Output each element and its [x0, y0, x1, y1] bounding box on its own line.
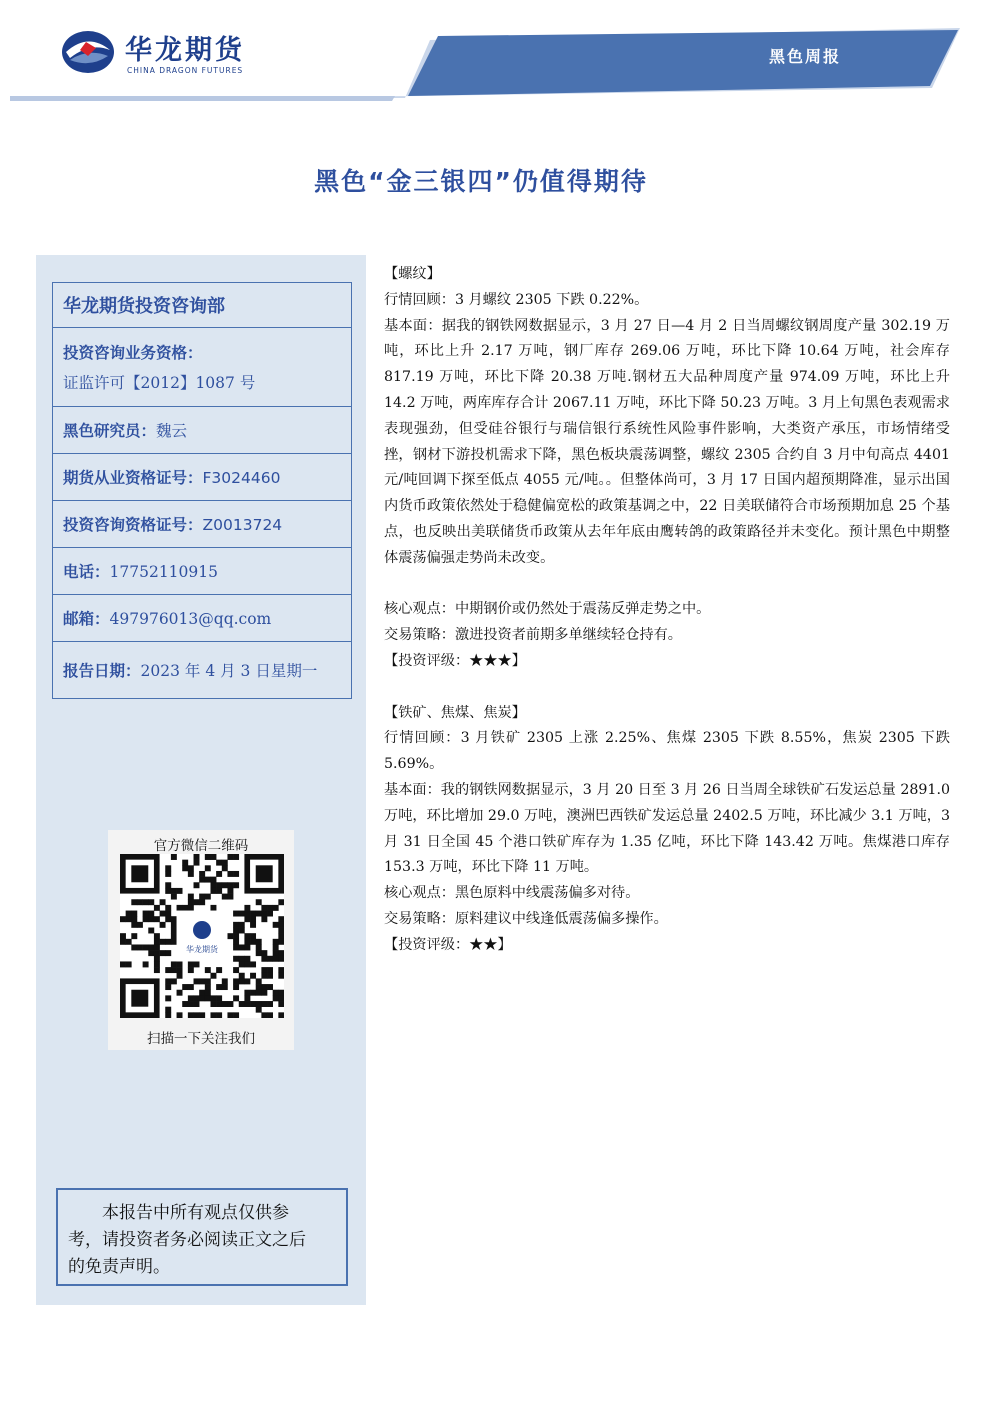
disclaimer-line: 的免责声明。 — [68, 1257, 170, 1277]
futures-cert-value: F3024460 — [202, 469, 281, 487]
logo-chinese-name: 华龙期货 — [125, 35, 245, 66]
researcher-row — [53, 407, 351, 454]
qualification-value: 证监许可【2012】1087 号 — [63, 374, 256, 392]
report-type-tag: 黑色周报 — [768, 47, 841, 66]
advisory-cert-label: 投资咨询资格证号： — [63, 516, 203, 534]
wechat-qr-code[interactable] — [120, 854, 284, 1018]
advisory-cert-row — [53, 501, 351, 548]
disclaimer-box — [56, 1188, 348, 1286]
ore-core-view: 核心观点：黑色原料中线震荡偏多对待。 — [384, 885, 640, 902]
ore-review: 行情回顾：3 月铁矿 2305 上涨 2.25%、焦煤 2305 下跌 8.55%，焦炭 2305 下跌 5.69%。 — [384, 730, 950, 773]
report-title: 黑色“金三银四”仍值得期待 — [314, 167, 648, 196]
qr-caption-bottom: 扫描一下关注我们 — [147, 1031, 255, 1047]
ore-rating: 【投资评级：★★】 — [384, 936, 512, 953]
advisory-cert-value: Z0013724 — [202, 516, 283, 534]
report-date-label: 报告日期： — [63, 662, 141, 680]
rebar-core-view: 核心观点：中期钢价或仍然处于震荡反弹走势之中。 — [384, 601, 711, 618]
disclaimer-line: 本报告中所有观点仅供参 — [102, 1203, 289, 1223]
email-label: 邮箱： — [63, 610, 110, 628]
email-row — [53, 595, 351, 642]
logo-english-name: CHINA DRAGON FUTURES — [127, 66, 244, 75]
researcher-value: 魏云 — [156, 422, 188, 440]
report-date-row — [53, 642, 351, 698]
rebar-fundamentals: 基本面：据我的钢铁网数据显示，3 月 27 日—4 月 2 日当周螺纹钢周度产量 302.19 万吨，环比上升 2.17 万吨，钢厂库存 269.06 万吨，环比下降 10.64 万吨，社会库存 817.19 万吨，环比下降 20.38 万吨.钢材五大品种周度产量 974.09 万吨，环比上升 14.2 万吨，两库库存合计 2067.11 万吨，环比下降 50.23 万吨。3 月上旬黑色表观需求表现强劲，但受硅谷银行与瑞信银行系统性风险事件影响，大类资产承压，市场情绪受挫，钢材下游投机需求下降，黑色板块震荡调整，螺纹 2305 合约自 3 月中旬高点 4401 元/吨回调下探至低点 4055 元/吨。。但整体尚可，3 月 17 日国内超预期降准，显示出国内货币政策依然处于稳健偏宽松的政策基调之中，22 日美联储符合市场预期加息 25 个基点，也反映出美联储货币政策从去年年底由鹰转鸽的政策路径并未变化。预计黑色中期整体震荡偏强走势尚未改变。 — [384, 317, 950, 566]
rebar-review: 行情回顾：3 月螺纹 2305 下跌 0.22%。 — [384, 291, 649, 308]
rebar-strategy: 交易策略：激进投资者前期多单继续轻仓持有。 — [384, 627, 682, 644]
qualification-label: 投资咨询业务资格： — [63, 344, 203, 362]
company-logo-icon — [60, 28, 116, 76]
email-value: 497976013@qq.com — [109, 610, 272, 628]
rebar-heading: 【螺纹】 — [384, 266, 441, 282]
ore-heading: 【铁矿、焦煤、焦炭】 — [384, 704, 526, 721]
qualification-row — [53, 328, 351, 407]
futures-cert-label: 期货从业资格证号： — [63, 469, 203, 487]
phone-row — [53, 548, 351, 595]
qr-caption-top: 官方微信二维码 — [153, 838, 249, 854]
researcher-label: 黑色研究员： — [63, 422, 157, 440]
report-body — [384, 262, 950, 959]
qr-center-label: 华龙期货 — [186, 945, 218, 954]
futures-cert-row — [53, 454, 351, 501]
disclaimer-line: 考，请投资者务必阅读正文之后 — [68, 1230, 306, 1250]
analyst-info-box — [52, 282, 352, 699]
phone-label: 电话： — [63, 563, 110, 581]
department-name: 华龙期货投资咨询部 — [53, 283, 351, 328]
ore-fundamentals: 基本面：我的钢铁网数据显示，3 月 20 日至 3 月 26 日当周全球铁矿石发运总量 2891.0 万吨，环比增加 29.0 万吨，澳洲巴西铁矿发运总量 2402.5 万吨，环比减少 3.1 万吨，3 月 31 日全国 45 个港口铁矿库存为 1.35 亿吨，环比下降 143.42 万吨。焦煤港口库存 153.3 万吨，环比下降 11 万吨。 — [384, 781, 950, 876]
report-date-value: 2023 年 4 月 3 日星期一 — [140, 662, 318, 680]
ore-strategy: 交易策略：原料建议中线逢低震荡偏多操作。 — [384, 910, 668, 927]
rebar-rating: 【投资评级：★★★】 — [384, 652, 526, 669]
wechat-qr-card — [108, 830, 294, 1050]
phone-value: 17752110915 — [109, 563, 218, 581]
